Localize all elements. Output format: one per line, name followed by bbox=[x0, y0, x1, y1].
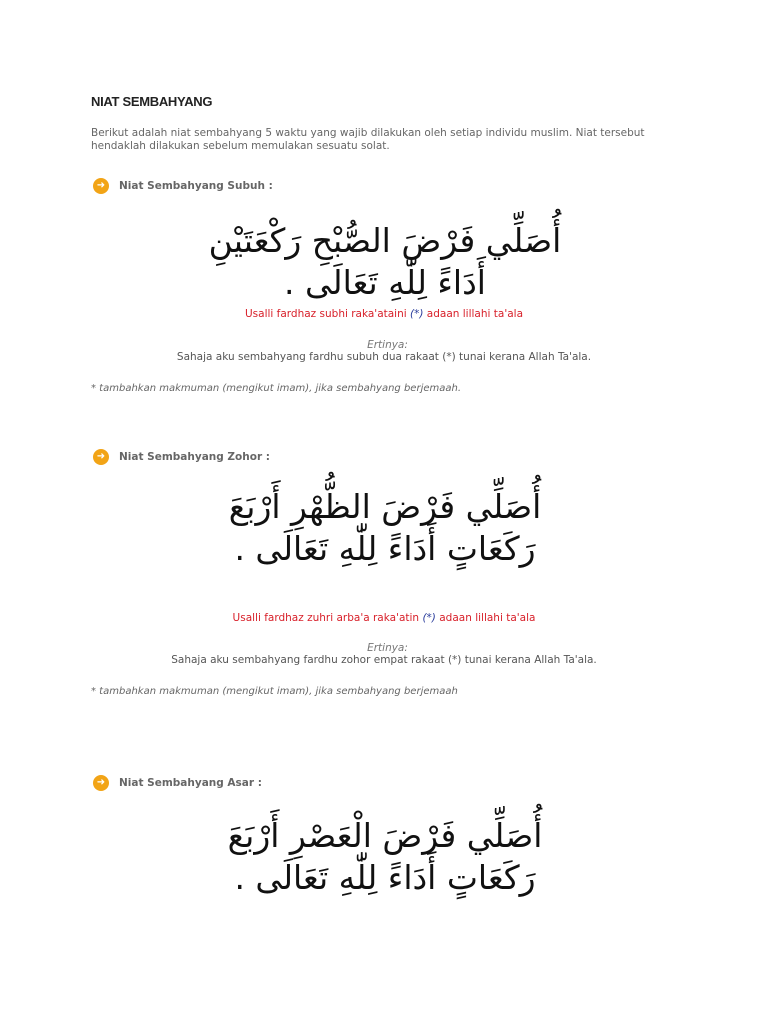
arabic-niat-asar bbox=[200, 815, 570, 899]
rumi-zohor bbox=[0, 612, 768, 624]
arabic-niat-subuh bbox=[200, 220, 570, 304]
section-heading-zohor bbox=[93, 449, 270, 465]
rumi-text: Usalli fardhaz subhi raka'ataini bbox=[244, 308, 411, 320]
arabic-line: رَكَعَاتٍ أَدَاءً لِلّٰهِ تَعَالَى . bbox=[234, 858, 536, 897]
arrow-right-circle-icon: ➜ bbox=[93, 449, 109, 465]
rumi-subuh bbox=[0, 308, 768, 320]
arabic-line: رَكَعَاتٍ أَدَاءً لِلّٰهِ تَعَالَى . bbox=[234, 529, 536, 568]
rumi-star: (*) bbox=[422, 612, 436, 624]
intro-paragraph: Berikut adalah niat sembahyang 5 waktu yang wajib dilakukan oleh setiap individu muslim. Niat tersebut hendaklah dilakukan sebelum memulakan sesuatu solat. bbox=[91, 127, 645, 152]
section-heading-label: Niat Sembahyang Zohor : bbox=[119, 451, 270, 463]
section-heading-label: Niat Sembahyang Subuh : bbox=[119, 180, 273, 192]
rumi-text: adaan lillahi ta'ala bbox=[423, 308, 524, 320]
translation-zohor: Sahaja aku sembahyang fardhu zohor empat rakaat (*) tunai kerana Allah Ta'ala. bbox=[171, 654, 597, 666]
page-title: NIAT SEMBAHYANG bbox=[91, 94, 213, 109]
note-subuh: * tambahkan makmuman (mengikut imam), jika sembahyang berjemaah. bbox=[91, 383, 462, 394]
note-zohor: * tambahkan makmuman (mengikut imam), jika sembahyang berjemaah bbox=[91, 686, 458, 697]
arabic-niat-zohor bbox=[200, 486, 570, 570]
rumi-text: Usalli fardhaz zuhri arba'a raka'atin bbox=[232, 612, 423, 624]
section-heading-subuh bbox=[93, 178, 273, 194]
section-heading-label: Niat Sembahyang Asar : bbox=[119, 777, 262, 789]
ertinya-label: Ertinya: bbox=[367, 642, 408, 654]
arabic-line: أُصَلِّي فَرْضَ الظُّهْرِ أَرْبَعَ bbox=[228, 487, 542, 526]
arabic-line: أُصَلِّي فَرْضَ الصُّبْحِ رَكْعَتَيْنِ bbox=[208, 221, 562, 260]
arrow-right-circle-icon: ➜ bbox=[93, 775, 109, 791]
arabic-line: أُصَلِّي فَرْضَ الْعَصْرِ أَرْبَعَ bbox=[227, 816, 543, 855]
ertinya-label: Ertinya: bbox=[367, 339, 408, 351]
arabic-line: أَدَاءً لِلّٰهِ تَعَالَى . bbox=[284, 263, 486, 302]
translation-subuh: Sahaja aku sembahyang fardhu subuh dua rakaat (*) tunai kerana Allah Ta'ala. bbox=[176, 351, 592, 363]
arrow-right-circle-icon: ➜ bbox=[93, 178, 109, 194]
rumi-text: adaan lillahi ta'ala bbox=[435, 612, 536, 624]
section-heading-asar bbox=[93, 775, 262, 791]
rumi-star: (*) bbox=[410, 308, 424, 320]
